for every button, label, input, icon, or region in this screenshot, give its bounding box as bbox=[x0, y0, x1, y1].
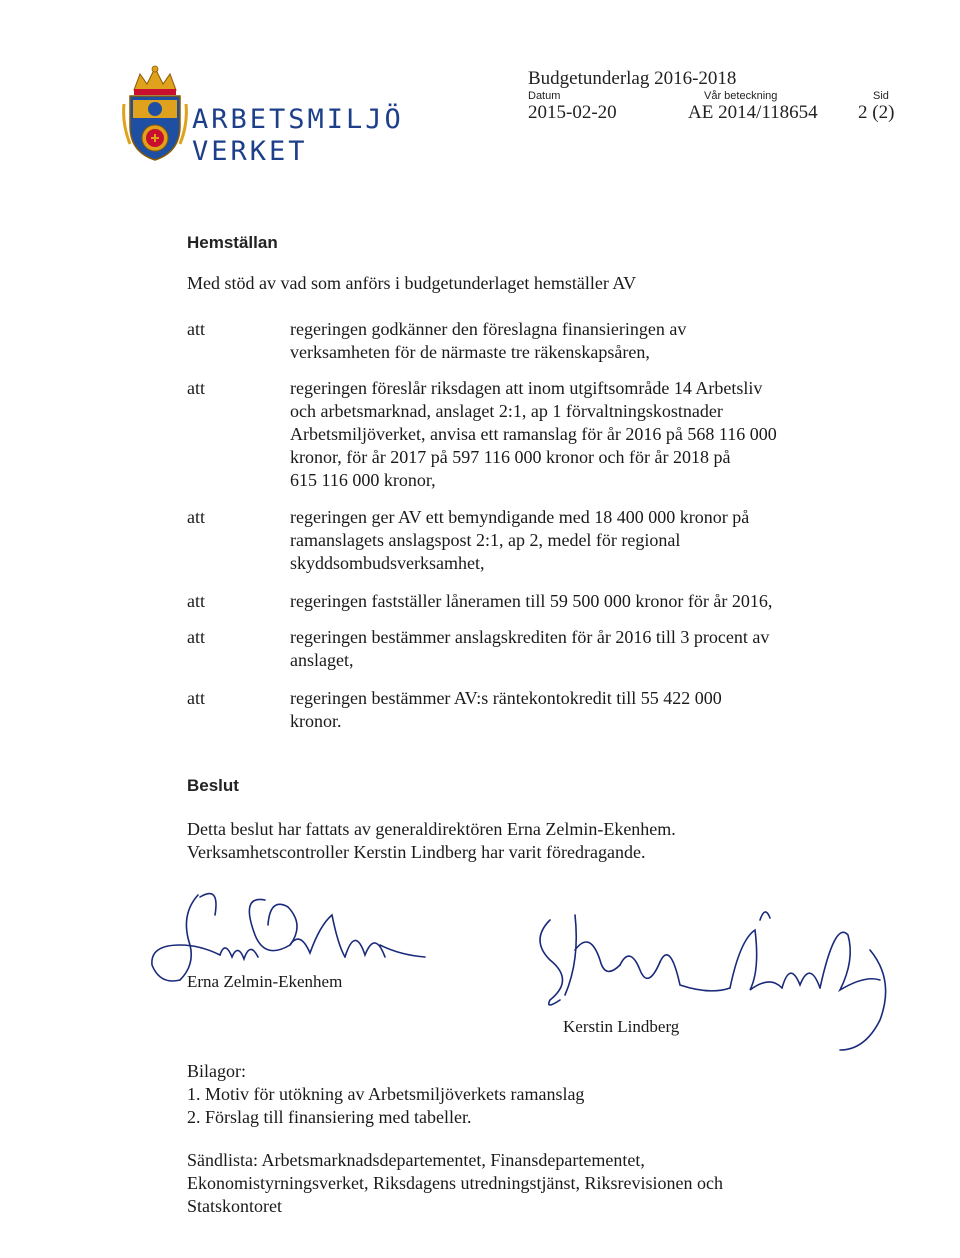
proposal-line: och arbetsmarknad, anslaget 2:1, ap 1 förvaltningskostnader bbox=[290, 401, 723, 421]
att-label: att bbox=[187, 627, 205, 647]
reference-number: AE 2014/118654 bbox=[688, 102, 818, 123]
proposal-line: regeringen godkänner den föreslagna finansieringen av bbox=[290, 319, 687, 339]
att-label: att bbox=[187, 378, 205, 398]
section-heading-hemstallan: Hemställan bbox=[187, 233, 278, 252]
crest-logo bbox=[120, 64, 190, 164]
proposal-item bbox=[290, 318, 850, 364]
beslut-text-line: Verksamhetscontroller Kerstin Lindberg har varit föredragande. bbox=[187, 842, 646, 862]
proposal-line: kronor. bbox=[290, 711, 342, 731]
document-title: Budgetunderlag 2016-2018 bbox=[528, 68, 737, 89]
signatory-name-right: Kerstin Lindberg bbox=[563, 1017, 680, 1036]
proposal-line: 615 116 000 kronor, bbox=[290, 470, 436, 490]
proposal-item bbox=[290, 590, 850, 613]
logo-wordmark-line1: ARBETSMILJÖ bbox=[192, 104, 404, 135]
attachment-item: 1. Motiv för utökning av Arbetsmiljöverkets ramanslag bbox=[187, 1084, 585, 1104]
page-number: 2 (2) bbox=[858, 102, 895, 123]
proposal-item bbox=[290, 506, 850, 575]
att-label: att bbox=[187, 688, 205, 708]
proposal-line: kronor, för år 2017 på 597 116 000 kronor och för år 2018 på bbox=[290, 447, 731, 467]
att-label: att bbox=[187, 591, 205, 611]
hemstallan-intro: Med stöd av vad som anförs i budgetunderlaget hemställer AV bbox=[187, 273, 637, 293]
proposal-line: regeringen föreslår riksdagen att inom utgiftsområde 14 Arbetsliv bbox=[290, 378, 763, 398]
attachment-item: 2. Förslag till finansiering med tabeller. bbox=[187, 1107, 472, 1127]
signatory-name-left: Erna Zelmin-Ekenhem bbox=[187, 972, 343, 991]
document-date: 2015-02-20 bbox=[528, 102, 617, 123]
distribution-list-line: Ekonomistyrningsverket, Riksdagens utredningstjänst, Riksrevisionen och bbox=[187, 1173, 723, 1193]
att-label: att bbox=[187, 319, 205, 339]
beslut-text-line: Detta beslut har fattats av generaldirektören Erna Zelmin-Ekenhem. bbox=[187, 819, 676, 839]
proposal-line: Arbetsmiljöverket, anvisa ett ramanslag för år 2016 på 568 116 000 bbox=[290, 424, 777, 444]
bilagor-heading: Bilagor: bbox=[187, 1061, 246, 1081]
section-heading-beslut: Beslut bbox=[187, 776, 239, 795]
proposal-item bbox=[290, 377, 850, 492]
att-label: att bbox=[187, 507, 205, 527]
proposal-line: verksamheten för de närmaste tre räkenskapsåren, bbox=[290, 342, 650, 362]
distribution-list-line: Sändlista: Arbetsmarknadsdepartementet, Finansdepartementet, bbox=[187, 1150, 645, 1170]
reference-label: Vår beteckning bbox=[704, 90, 778, 102]
proposal-item bbox=[290, 687, 850, 733]
proposal-line: anslaget, bbox=[290, 650, 354, 670]
date-label: Datum bbox=[528, 90, 561, 102]
proposal-line: regeringen bestämmer anslagskrediten för år 2016 till 3 procent av bbox=[290, 627, 770, 647]
proposal-item bbox=[290, 626, 850, 672]
proposal-line: regeringen fastställer låneramen till 59 500 000 kronor för år 2016, bbox=[290, 591, 773, 611]
proposal-line: regeringen bestämmer AV:s räntekontokredit till 55 422 000 bbox=[290, 688, 722, 708]
logo-wordmark-line2: VERKET bbox=[192, 136, 308, 167]
page-label: Sid bbox=[873, 90, 889, 102]
proposal-line: skyddsombudsverksamhet, bbox=[290, 553, 485, 573]
distribution-list-line: Statskontoret bbox=[187, 1196, 282, 1216]
proposal-line: ramanslagets anslagspost 2:1, ap 2, medel för regional bbox=[290, 530, 681, 550]
proposal-line: regeringen ger AV ett bemyndigande med 18 400 000 kronor på bbox=[290, 507, 750, 527]
